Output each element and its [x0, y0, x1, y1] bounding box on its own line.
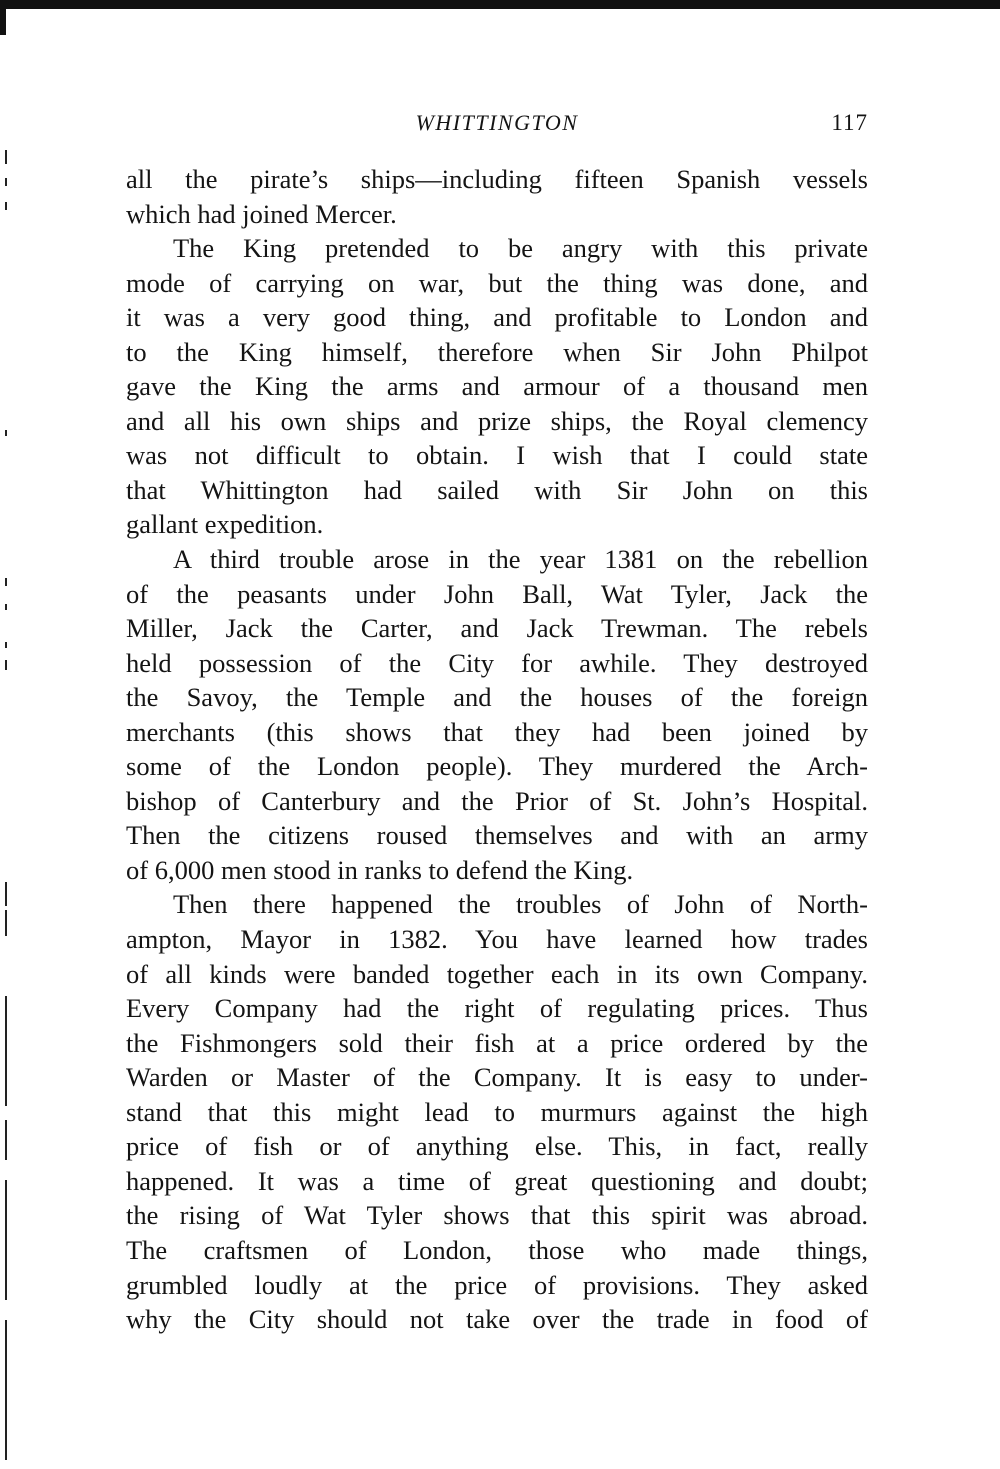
text-line: stand that this might lead to murmurs against the high: [126, 1096, 868, 1127]
margin-mark: [5, 996, 7, 1106]
margin-mark: [5, 642, 7, 648]
text-line: gave the King the arms and armour of a thousand men: [126, 371, 868, 402]
text-line: bishop of Canterbury and the Prior of St. John’s Hospital.: [126, 785, 868, 816]
text-line: that Whittington had sailed with Sir John on this: [126, 474, 868, 505]
text-line: held possession of the City for awhile. They destroyed: [126, 647, 868, 678]
text-line: grumbled loudly at the price of provisions. They asked: [126, 1269, 868, 1300]
text-line: the rising of Wat Tyler shows that this spirit was abroad.: [126, 1200, 868, 1231]
text-line: was not difficult to obtain. I wish that I could state: [126, 440, 868, 471]
text-line: The craftsmen of London, those who made things,: [126, 1234, 868, 1265]
text-line: Then the citizens roused themselves and with an army: [126, 820, 868, 851]
text-line: of all kinds were banded together each in its own Company.: [126, 958, 868, 989]
margin-mark: [5, 604, 7, 610]
text-line: the Savoy, the Temple and the houses of the foreign: [126, 682, 868, 713]
text-line: mode of carrying on war, but the thing was done, and: [126, 267, 868, 298]
text-line: of the peasants under John Ball, Wat Tyler, Jack the: [126, 578, 868, 609]
page-header: [126, 106, 868, 140]
margin-mark: [5, 578, 7, 586]
left-margin-marks: [0, 0, 14, 1469]
text-line: merchants (this shows that they had been joined by: [126, 716, 868, 747]
top-edge-rule: [0, 0, 1000, 9]
text-line: to the King himself, therefore when Sir John Philpot: [126, 336, 868, 367]
body-text: [126, 162, 868, 1337]
page-number: 117: [831, 110, 868, 135]
margin-mark: [5, 1120, 7, 1160]
text-line: the Fishmongers sold their fish at a price ordered by the: [126, 1027, 868, 1058]
margin-mark: [5, 430, 7, 436]
paragraph-first-line: Then there happened the troubles of John of North-: [173, 889, 868, 920]
margin-mark: [5, 1180, 7, 1300]
paragraph-first-line: A third trouble arose in the year 1381 on the rebellion: [173, 544, 868, 575]
margin-mark: [5, 178, 7, 186]
text-line: why the City should not take over the trade in food of: [126, 1304, 868, 1335]
text-line: gallant expedition.: [126, 509, 324, 540]
text-line: and all his own ships and prize ships, the Royal clemency: [126, 405, 868, 436]
margin-mark: [5, 1320, 7, 1460]
text-line: some of the London people). They murdered the Arch-: [126, 751, 868, 782]
text-line: all the pirate’s ships—including fifteen Spanish vessels: [126, 164, 868, 194]
text-line: of 6,000 men stood in ranks to defend the King.: [126, 854, 634, 885]
text-line: price of fish or of anything else. This, in fact, really: [126, 1131, 868, 1162]
margin-mark: [5, 150, 7, 164]
text-line: Miller, Jack the Carter, and Jack Trewman. The rebels: [126, 613, 868, 644]
text-line: Warden or Master of the Company. It is easy to under-: [126, 1062, 868, 1093]
running-head: WHITTINGTON: [415, 110, 579, 135]
text-line: happened. It was a time of great questioning and doubt;: [126, 1165, 868, 1196]
margin-mark: [5, 202, 7, 210]
paragraph-first-line: The King pretended to be angry with this private: [173, 233, 868, 264]
text-line: ampton, Mayor in 1382. You have learned how trades: [126, 924, 868, 955]
margin-mark: [5, 882, 7, 906]
margin-mark: [5, 910, 7, 936]
margin-mark: [5, 660, 7, 670]
text-line: it was a very good thing, and profitable to London and: [126, 302, 868, 333]
text-line: Every Company had the right of regulating prices. Thus: [126, 993, 868, 1024]
text-line: which had joined Mercer.: [126, 198, 397, 229]
